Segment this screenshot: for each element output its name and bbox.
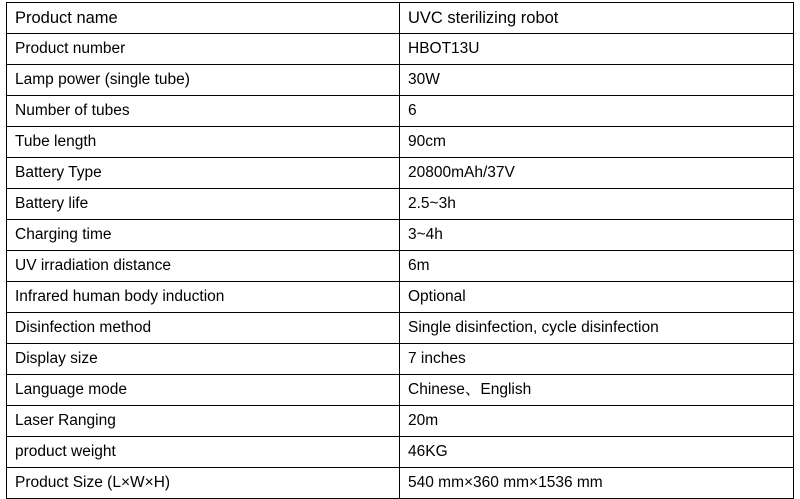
spec-label: Battery life: [7, 189, 400, 220]
table-row: [7, 96, 794, 127]
spec-label: Disinfection method: [7, 313, 400, 344]
table-row: [7, 189, 794, 220]
spec-label: Infrared human body induction: [7, 282, 400, 313]
spec-value: HBOT13U: [400, 34, 794, 65]
table-row: [7, 468, 794, 499]
spec-label: Language mode: [7, 375, 400, 406]
table-row: [7, 65, 794, 96]
spec-value: 2.5~3h: [400, 189, 794, 220]
table-row: [7, 437, 794, 468]
spec-value: 540 mm×360 mm×1536 mm: [400, 468, 794, 499]
spec-value: 20800mAh/37V: [400, 158, 794, 189]
spec-value: Chinese、English: [400, 375, 794, 406]
table-row: [7, 313, 794, 344]
product-specification-table: [6, 2, 794, 499]
spec-value: 46KG: [400, 437, 794, 468]
table-row: [7, 34, 794, 65]
spec-value: UVC sterilizing robot: [400, 3, 794, 34]
spec-label: Number of tubes: [7, 96, 400, 127]
table-row: [7, 251, 794, 282]
spec-label: Laser Ranging: [7, 406, 400, 437]
spec-value: 30W: [400, 65, 794, 96]
spec-label: Battery Type: [7, 158, 400, 189]
spec-value: 7 inches: [400, 344, 794, 375]
table-row: [7, 3, 794, 34]
table-row: [7, 158, 794, 189]
spec-label: product weight: [7, 437, 400, 468]
spec-label: Lamp power (single tube): [7, 65, 400, 96]
spec-label: Product Size (L×W×H): [7, 468, 400, 499]
spec-value: Optional: [400, 282, 794, 313]
table-row: [7, 282, 794, 313]
specification-table-container: [0, 2, 800, 499]
spec-value: 3~4h: [400, 220, 794, 251]
spec-label: Charging time: [7, 220, 400, 251]
table-row: [7, 344, 794, 375]
spec-label: UV irradiation distance: [7, 251, 400, 282]
spec-value: 90cm: [400, 127, 794, 158]
table-body: [7, 3, 794, 499]
spec-label: Product number: [7, 34, 400, 65]
spec-value: 6: [400, 96, 794, 127]
spec-value: 20m: [400, 406, 794, 437]
table-row: [7, 220, 794, 251]
spec-value: Single disinfection, cycle disinfection: [400, 313, 794, 344]
spec-label: Product name: [7, 3, 400, 34]
spec-label: Tube length: [7, 127, 400, 158]
spec-label: Display size: [7, 344, 400, 375]
table-row: [7, 406, 794, 437]
table-row: [7, 375, 794, 406]
spec-value: 6m: [400, 251, 794, 282]
table-row: [7, 127, 794, 158]
